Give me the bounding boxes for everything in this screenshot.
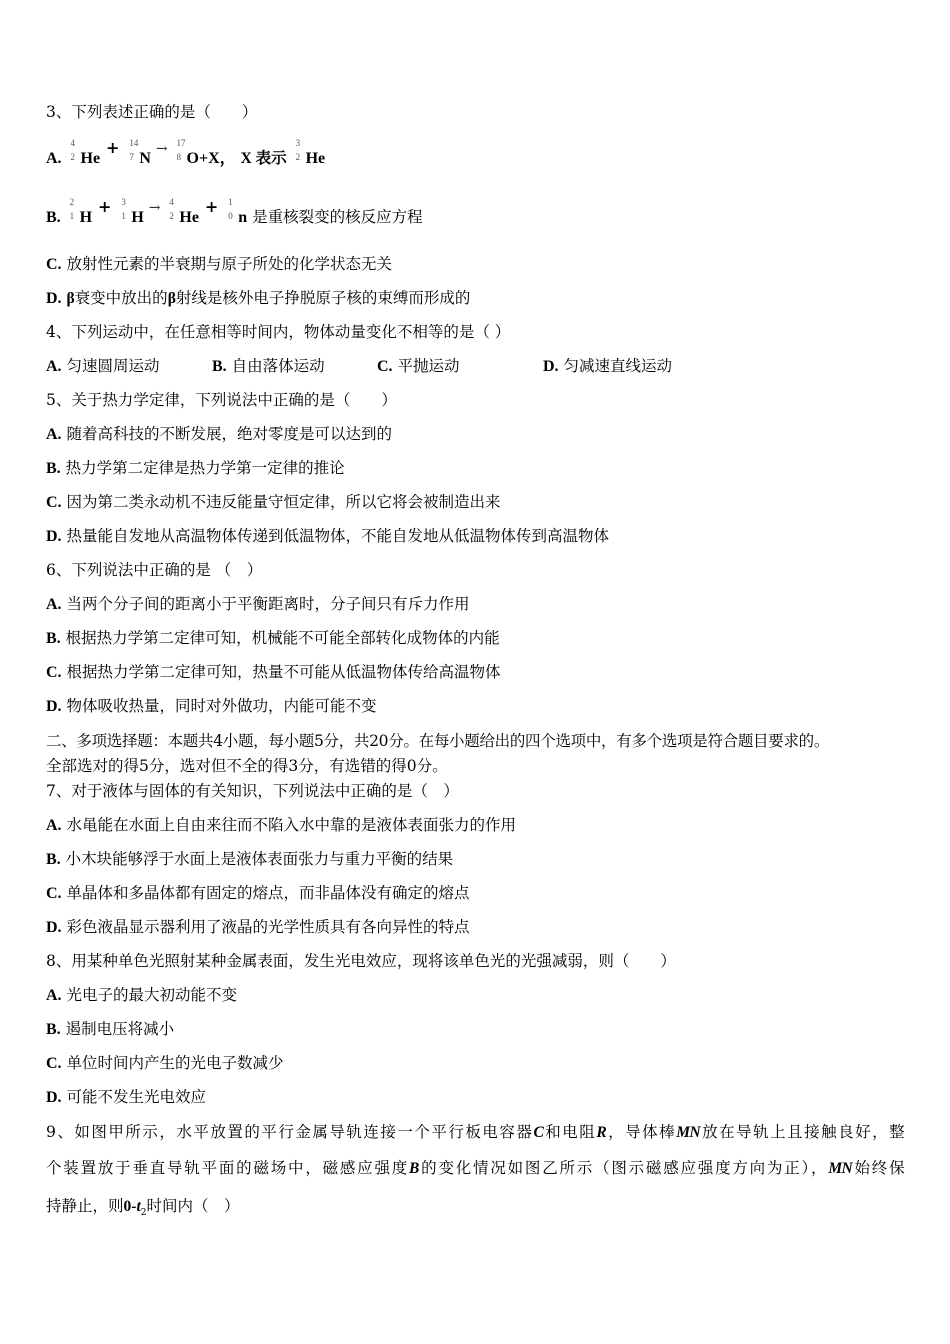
q5-option-b: B. 热力学第二定律是热力学第一定律的推论 (46, 459, 345, 477)
q6-option-b: B. 根据热力学第二定律可知，机械能不可能全部转化成物体的内能 (46, 629, 500, 647)
q7-option-d: D. 彩色液晶显示器利用了液晶的光学性质具有各向异性的特点 (46, 918, 470, 936)
nuclide-neutron: 1 0 n (228, 197, 248, 226)
q4-stem: 4、下列运动中，在任意相等时间内，物体动量变化不相等的是（ ） (46, 323, 511, 341)
q9-stem-line3: 持静止，则$0-t_2$时间内（ ） (46, 1197, 240, 1219)
q5-option-c: C. 因为第二类永动机不违反能量守恒定律，所以它将会被制造出来 (46, 493, 501, 511)
q4-option-c: C. 平抛运动 (377, 357, 460, 375)
q4-option-a: A. 匀速圆周运动 (46, 357, 160, 375)
q4-option-b: B. 自由落体运动 (212, 357, 325, 375)
q8-option-d: D. 可能不发生光电效应 (46, 1088, 207, 1106)
nuclide-he4: 4 2 He (70, 138, 101, 167)
q6-stem: 6、下列说法中正确的是 （ ） (46, 561, 263, 579)
q3-stem: 3、下列表述正确的是（ ） (46, 103, 258, 121)
nuclide-h3: 3 1 H (121, 197, 144, 226)
q5-stem: 5、关于热力学定律，下列说法中正确的是（ ） (46, 391, 397, 409)
q6-option-a: A. 当两个分子间的距离小于平衡距离时，分子间只有斥力作用 (46, 595, 470, 613)
q7-option-a: A. 水黾能在水面上自由来往而不陷入水中靠的是液体表面张力的作用 (46, 816, 517, 834)
nuclide-h2: 2 1 H (69, 197, 93, 226)
q3-option-b: B. 2 1 H + 3 1 H → 4 2 He + 1 0 n 是重核裂变的核反应方程 (46, 197, 423, 226)
nuclide-n14: 14 7 N (129, 138, 151, 167)
q8-option-b: B. 遏制电压将减小 (46, 1020, 175, 1038)
q4-option-d: D. 匀减速直线运动 (543, 357, 673, 375)
q9-stem-line2: 个装置放于垂直导轨平面的磁场中，磁感应强度B的变化情况如图乙所示（图示磁感应强度方向为正），MN始终保 (46, 1159, 904, 1177)
q6-option-d: D. 物体吸收热量，同时对外做功，内能可能不变 (46, 697, 377, 715)
q8-stem: 8、用某种单色光照射某种金属表面，发生光电效应，现将该单色光的光强减弱，则（ ） (46, 952, 676, 970)
nuclide-o17: 17 8 O+X， (176, 138, 236, 167)
q5-option-d: D. 热量能自发地从高温物体传递到低温物体，不能自发地从低温物体传到高温物体 (46, 527, 610, 545)
q8-option-c: C. 单位时间内产生的光电子数减少 (46, 1054, 284, 1072)
q7-option-b: B. 小木块能够浮于水面上是液体表面张力与重力平衡的结果 (46, 850, 454, 868)
q3-option-d: D. β衰变中放出的β射线是核外电子挣脱原子核的束缚而形成的 (46, 289, 471, 307)
q3-option-a: A. 4 2 He + 14 7 N → 17 8 O+X， X 表示 3 2 He (46, 138, 326, 167)
nuclide-he3: 3 2 He (295, 138, 326, 167)
q6-option-c: C. 根据热力学第二定律可知，热量不可能从低温物体传给高温物体 (46, 663, 501, 681)
section2-heading-line1: 二、多项选择题：本题共4小题，每小题5分，共20分。在每小题给出的四个选项中，有多个选项是符合题目要求的。 (46, 732, 830, 750)
q5-option-a: A. 随着高科技的不断发展，绝对零度是可以达到的 (46, 425, 393, 443)
section2-heading-line2: 全部选对的得5分，选对但不全的得3分，有选错的得0分。 (46, 757, 448, 775)
q3-option-c: C. 放射性元素的半衰期与原子所处的化学状态无关 (46, 255, 393, 273)
q9-stem-line1: 9、如图甲所示，水平放置的平行金属导轨连接一个平行板电容器C和电阻R，导体棒MN放在导轨上且接触良好，整 (46, 1123, 905, 1141)
q8-option-a: A. 光电子的最大初动能不变 (46, 986, 238, 1004)
nuclide-he4: 4 2 He (169, 197, 199, 226)
q7-stem: 7、对于液体与固体的有关知识，下列说法中正确的是（ ） (46, 782, 459, 800)
q7-option-c: C. 单晶体和多晶体都有固定的熔点，而非晶体没有确定的熔点 (46, 884, 470, 902)
